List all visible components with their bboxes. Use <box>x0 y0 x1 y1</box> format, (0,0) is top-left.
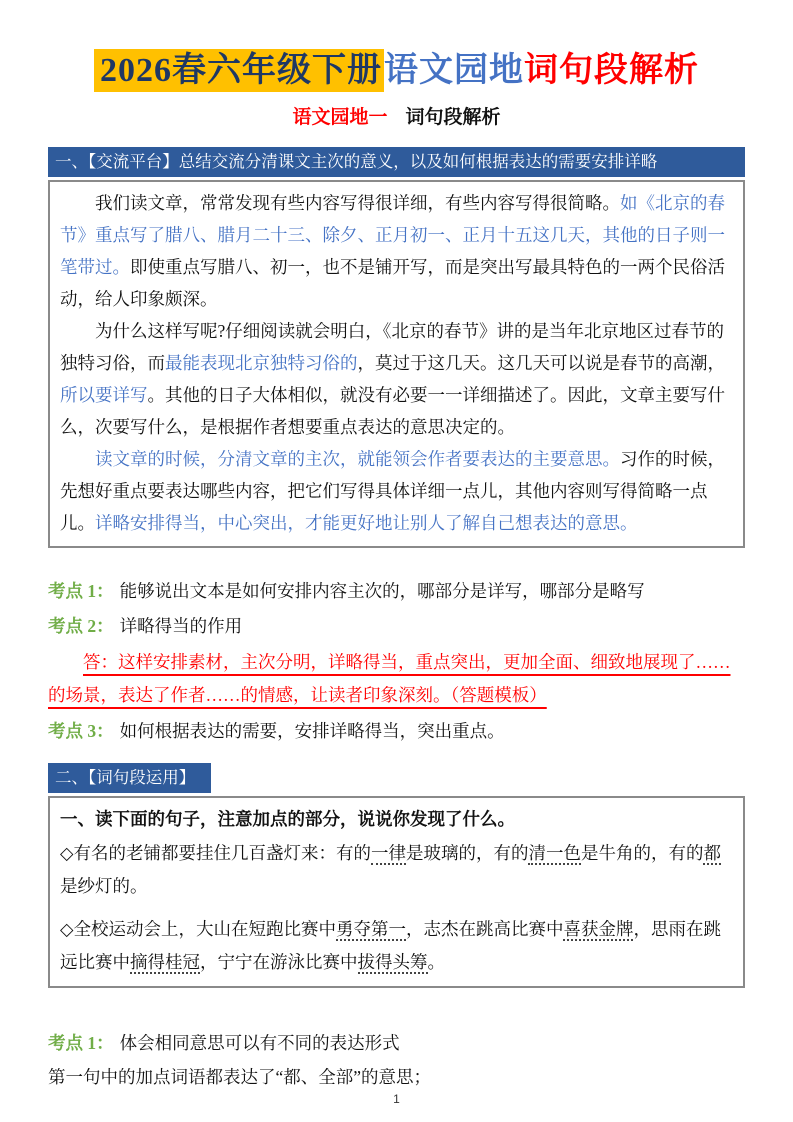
page-subtitle <box>48 105 745 131</box>
kaodian-label: 考点 2： <box>48 616 114 636</box>
paragraph <box>60 443 733 539</box>
kaodian-line <box>48 609 745 644</box>
subtitle-unit-label: 语文园地一 <box>292 107 388 128</box>
text-segment: 是牛角的，有的 <box>580 843 704 863</box>
paragraph <box>60 187 733 315</box>
text-segment: 是纱灯的。 <box>60 876 148 896</box>
kaodian-line <box>48 574 745 609</box>
example-sentence <box>60 913 733 979</box>
text-segment: ，志杰在跳高比赛中 <box>405 919 564 939</box>
kaodian-label: 考点 1： <box>48 1033 114 1053</box>
text-segment: ，莫过于这几天。这几天可以说是春节的高潮， <box>357 353 725 373</box>
title-highlighted-part: 2026春六年级下册 <box>94 49 384 92</box>
text-segment: 都 <box>703 843 721 863</box>
subtitle-topic-label: 词句段解析 <box>405 107 501 128</box>
text-segment: 。其他的日子大体相似，就没有必要一一详细描述了。因此，文章主要写什么，次要写什么，是根据作者想要重点表达的意思决定的。 <box>60 385 725 437</box>
text-segment: 拔得头筹 <box>357 952 428 972</box>
text-segment: 详略安排得当，中心突出，才能更好地让别人了解自己想表达的意思。 <box>95 513 638 533</box>
text-segment: 摘得桂冠 <box>130 952 200 972</box>
kaodian-text: 体会相同意思可以有不同的表达形式 <box>119 1033 400 1053</box>
section2-content-box <box>48 796 745 988</box>
text-segment: 清一色 <box>528 843 581 863</box>
kaodian-text: 如何根据表达的需要，安排详略得当，突出重点。 <box>119 721 505 741</box>
text-segment: 是玻璃的，有的 <box>405 843 529 863</box>
text-segment: 习作的时候，先想好重点要表达哪些内容，把它们写得具体详细一点儿，其他内容则写得简略一点儿。 <box>60 449 725 533</box>
text-segment: 如《北京的春节》重点写了腊八、腊月二十三、除夕、正月初一、正月十五这几天，其他的日子则一笔带过。 <box>60 193 725 277</box>
text-segment: 。 <box>427 952 445 972</box>
note-text: 第一句中的加点词语都表达了“都、全部”的意思； <box>48 1067 432 1087</box>
section2-kaodian-list <box>48 1026 745 1094</box>
kaodian-text: 能够说出文本是如何安排内容主次的，哪部分是详写，哪部分是略写 <box>119 581 645 601</box>
kaodian-line <box>48 1026 745 1061</box>
section1-header-bar: 一、【交流平台】总结交流分清课文主次的意义，以及如何根据表达的需要安排详略 <box>48 147 745 177</box>
exercise-title: 一、读下面的句子，注意加点的部分，说说你发现了什么。 <box>60 809 515 829</box>
page-number: 1 <box>393 1092 400 1106</box>
kaodian-label: 考点 3： <box>48 721 114 741</box>
kaodian-label: 考点 1： <box>48 581 114 601</box>
text-segment: ，思雨在跳远比赛中 <box>60 919 721 972</box>
page-title <box>48 46 745 96</box>
text-segment: 一律 <box>370 843 406 863</box>
text-segment: ，宁宁在游泳比赛中 <box>200 952 358 972</box>
title-red-part: 词句段解析 <box>524 52 699 89</box>
paragraph <box>60 315 733 443</box>
text-segment: 读文章的时候，分清文章的主次，就能领会作者要表达的主要意思。 <box>95 449 620 469</box>
text-segment: 即使重点写腊八、初一，也不是铺开写，而是突出写最具特色的一两个民俗活动，给人印象颇深。 <box>60 257 725 309</box>
text-segment: ◇全校运动会上，大山在短跑比赛中 <box>60 919 336 939</box>
title-blue-part: 语文园地 <box>384 52 524 89</box>
text-segment: 我们读文章，常常发现有些内容写得很详细，有些内容写得很简略。 <box>95 193 620 213</box>
text-segment: 所以要详写 <box>60 385 148 405</box>
answer-text: 答：这样安排素材，主次分明，详略得当，重点突出，更加全面、细致地展现了……的场景，表达了作者……的情感，让读者印象深刻。（答题模板） <box>48 652 731 705</box>
example-sentence <box>60 837 733 903</box>
text-segment: 喜获金牌 <box>563 919 634 939</box>
section2-header-bar: 二、【词句段运用】 <box>48 763 211 793</box>
text-segment: 最能表现北京独特习俗的 <box>165 353 358 373</box>
kaodian-line <box>48 714 745 749</box>
section1-content-box <box>48 180 745 548</box>
text-segment: ◇有名的老铺都要挂住几百盏灯来：有的 <box>60 843 371 863</box>
kaodian-text: 详略得当的作用 <box>119 616 243 636</box>
text-segment: 为什么这样写呢?仔细阅读就会明白，《北京的春节》讲的是当年北京地区过春节的独特习俗，而 <box>60 321 725 373</box>
text-segment: 勇夺第一 <box>335 919 406 939</box>
section1-kaodian-list <box>48 574 745 749</box>
